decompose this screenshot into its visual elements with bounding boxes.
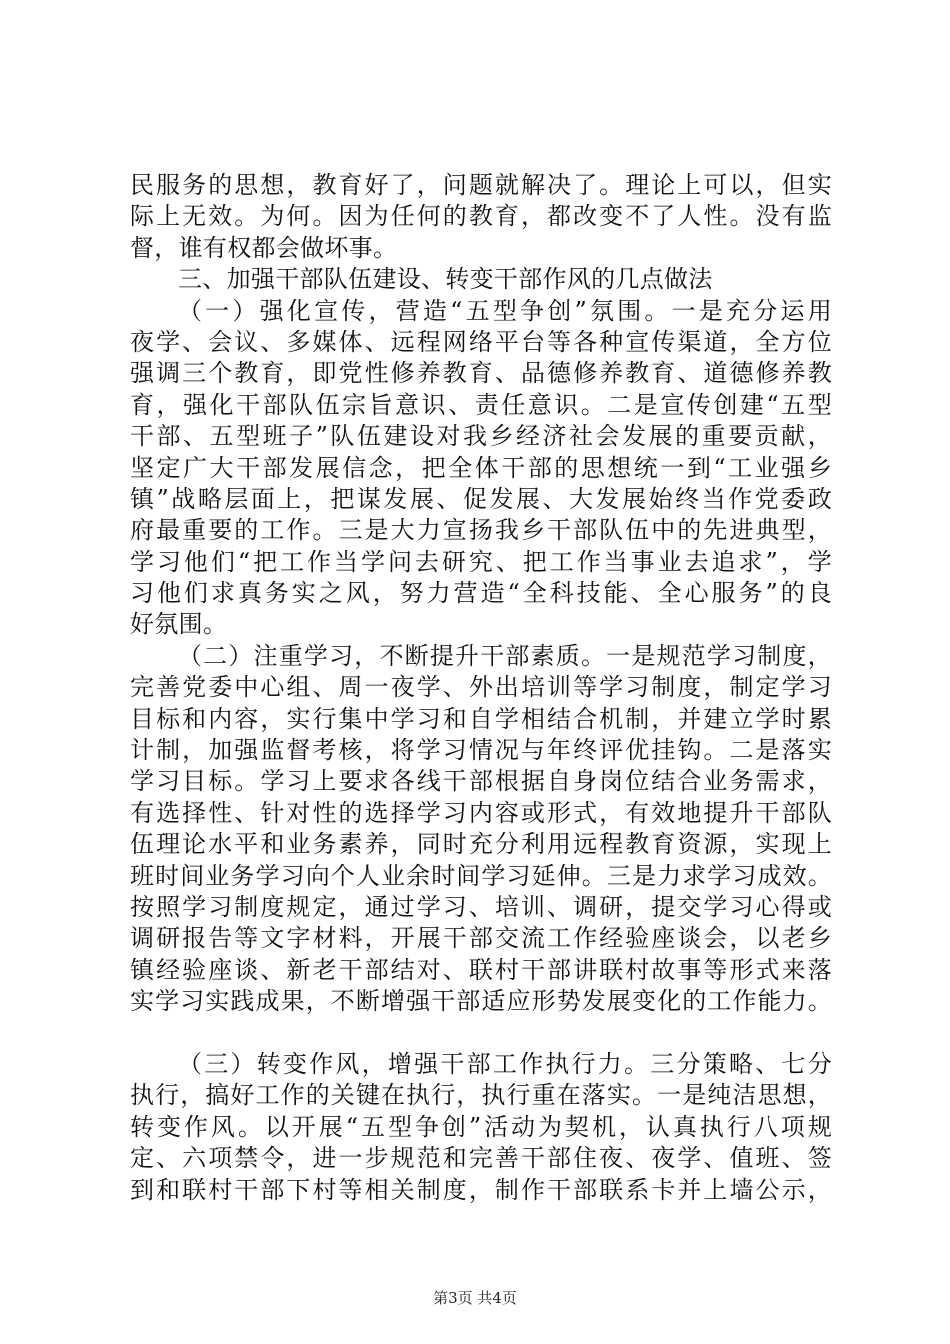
- text-line: 好氛围。: [130, 610, 228, 639]
- document-body: [130, 170, 832, 1206]
- text-line: 育，强化干部队伍宗旨意识、责任意识。二是宣传创建“五型: [130, 390, 832, 419]
- text-line: 到和联村干部下村等相关制度，制作干部联系卡并上墙公示，: [130, 1175, 832, 1204]
- text-line: 民服务的思想，教育好了，问题就解决了。理论上可以，但实: [130, 171, 832, 199]
- text-line: 坚定广大干部发展信念，把全体干部的思想统一到“工业强乡: [130, 453, 832, 482]
- text-line: 有选择性、针对性的选择学习内容或形式，有效地提升干部队: [130, 798, 832, 827]
- text-line: （一）强化宣传，营造“五型争创”氛围。一是充分运用: [178, 296, 832, 325]
- text-line: 夜学、会议、多媒体、远程网络平台等各种宣传渠道，全方位: [130, 327, 832, 356]
- text-line: 目标和内容，实行集中学习和自学相结合机制，并建立学时累: [130, 704, 832, 733]
- text-line: （二）注重学习，不断提升干部素质。一是规范学习制度，: [178, 641, 832, 670]
- text-line: 镇”战略层面上，把谋发展、促发展、大发展始终当作党委政: [130, 484, 832, 513]
- text-line: （三）转变作风，增强干部工作执行力。三分策略、七分: [178, 1049, 832, 1078]
- text-line: 定、六项禁令，进一步规范和完善干部住夜、夜学、值班、签: [130, 1144, 832, 1173]
- text-line: 按照学习制度规定，通过学习、培训、调研，提交学习心得或: [130, 892, 832, 921]
- text-line: 调研报告等文字材料，开展干部交流工作经验座谈会，以老乡: [130, 924, 832, 953]
- text-line: 学习目标。学习上要求各线干部根据自身岗位结合业务需求，: [130, 767, 832, 796]
- text-line: 实学习实践成果，不断增强干部适应形势发展变化的工作能力。: [130, 987, 832, 1016]
- text-line: 完善党委中心组、周一夜学、外出培训等学习制度，制定学习: [130, 673, 832, 702]
- text-line: 镇经验座谈、新老干部结对、联村干部讲联村故事等形式来落: [130, 955, 832, 984]
- text-line: 习他们求真务实之风，努力营造“全科技能、全心服务”的良: [130, 579, 832, 608]
- paragraph-gap: [130, 1018, 832, 1049]
- text-line: 计制，加强监督考核，将学习情况与年终评优挂钩。二是落实: [130, 736, 832, 765]
- page-footer: 第3页 共4页: [433, 1289, 517, 1307]
- text-line: 强调三个教育，即党性修养教育、品德修养教育、道德修养教: [130, 359, 832, 388]
- text-line: 伍理论水平和业务素养，同时充分利用远程教育资源，实现上: [130, 830, 832, 859]
- text-line: 学习他们“把工作当学问去研究、把工作当事业去追求”，学: [130, 547, 832, 576]
- text-line: 执行，搞好工作的关键在执行，执行重在落实。一是纯洁思想，: [130, 1081, 832, 1110]
- text-line: 府最重要的工作。三是大力宣扬我乡干部队伍中的先进典型，: [130, 516, 832, 545]
- text-line: 三、加强干部队伍建设、转变干部作风的几点做法: [178, 265, 713, 294]
- text-line: 干部、五型班子”队伍建设对我乡经济社会发展的重要贡献，: [130, 422, 832, 451]
- text-line: 班时间业务学习向个人业余时间学习延伸。三是力求学习成效。: [130, 861, 832, 890]
- text-line: 督，谁有权都会做坏事。: [130, 233, 398, 262]
- text-line: 际上无效。为何。因为任何的教育，都改变不了人性。没有监: [130, 202, 832, 231]
- text-line: 转变作风。以开展“五型争创”活动为契机，认真执行八项规: [130, 1112, 832, 1141]
